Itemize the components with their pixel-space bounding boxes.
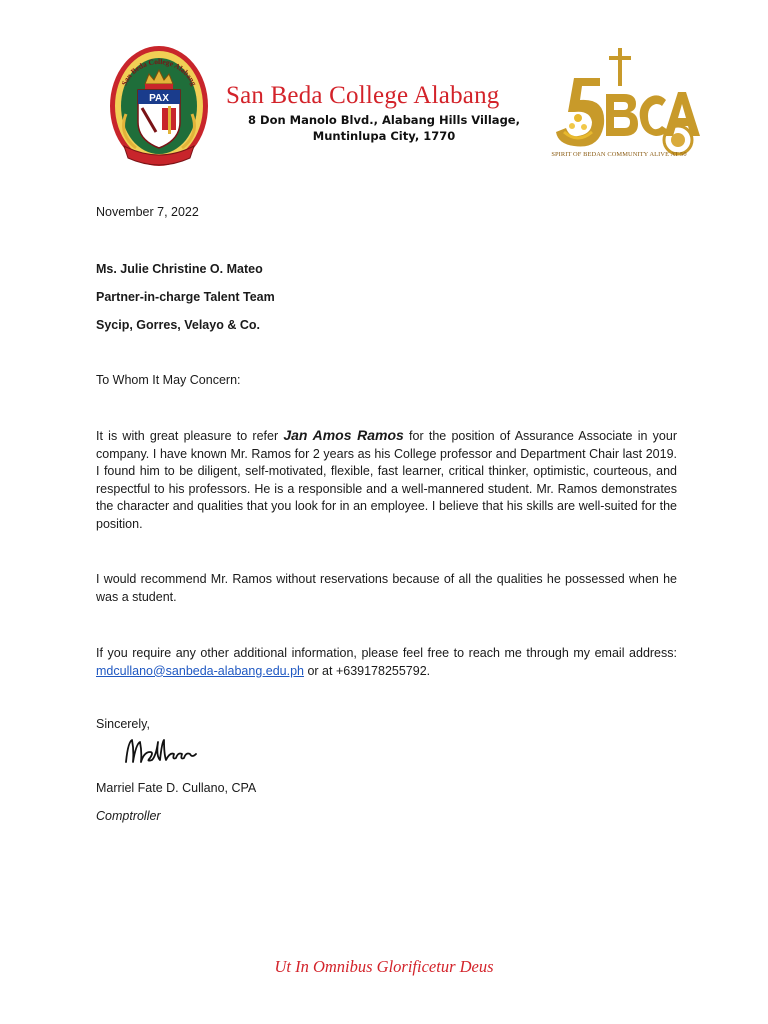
recipient-organization: Sycip, Gorres, Velayo & Co. bbox=[96, 318, 260, 332]
paragraph-text: It is with great pleasure to refer bbox=[96, 429, 284, 443]
paragraph-text: or at +639178255792. bbox=[303, 663, 431, 678]
school-name: San Beda College Alabang bbox=[226, 82, 500, 109]
letter-date: November 7, 2022 bbox=[96, 205, 199, 219]
recipient-title: Partner-in-charge Talent Team bbox=[96, 290, 275, 304]
salutation: To Whom It May Concern: bbox=[96, 373, 241, 387]
footer-motto: Ut In Omnibus Glorificetur Deus bbox=[274, 957, 494, 976]
signer-name: Marriel Fate D. Cullano, CPA bbox=[96, 781, 257, 795]
handwritten-signature bbox=[122, 734, 200, 770]
svg-text:PAX: PAX bbox=[149, 93, 169, 104]
paragraph-text: If you require any other additional information, please feel free to reach me through my email address: bbox=[96, 646, 677, 660]
recipient-name: Ms. Julie Christine O. Mateo bbox=[96, 262, 263, 276]
closing: Sincerely, bbox=[96, 717, 150, 731]
paragraph-referral bbox=[96, 427, 677, 534]
signer-role: Comptroller bbox=[96, 809, 161, 823]
college-crest-logo bbox=[108, 44, 210, 174]
school-address bbox=[226, 112, 542, 144]
email-link[interactable]: mdcullano@sanbeda-alabang.edu.ph bbox=[96, 663, 304, 678]
anniversary-tagline: SPIRIT OF BEDAN COMMUNITY ALIVE AT 50 bbox=[551, 151, 687, 158]
address-line-1: 8 Don Manolo Blvd., Alabang Hills Village, bbox=[248, 113, 520, 127]
paragraph-contact bbox=[96, 645, 677, 680]
paragraph-text: for the position of Assurance Associate in your company. I have known Mr. Ramos for 2 years as his College professor and Department Chair last 2019. I found him to be diligent, self-motivated, flexible, fast learner, critical thinker, optimistic, courteous, and respectful to his professors. He is a responsible and a well-mannered student. Mr. Ramos demonstrates the character and qualities that you look for in an employee. I believe that his skills are well-suited for the position. bbox=[96, 429, 677, 531]
candidate-name: Jan Amos Ramos bbox=[283, 427, 404, 443]
svg-text:San Beda College Alabang: San Beda College Alabang bbox=[119, 56, 199, 88]
paragraph-recommendation: I would recommend Mr. Ramos without reservations because of all the qualities he possessed when he was a student. bbox=[96, 572, 677, 604]
address-line-2: Muntinlupa City, 1770 bbox=[312, 129, 456, 143]
